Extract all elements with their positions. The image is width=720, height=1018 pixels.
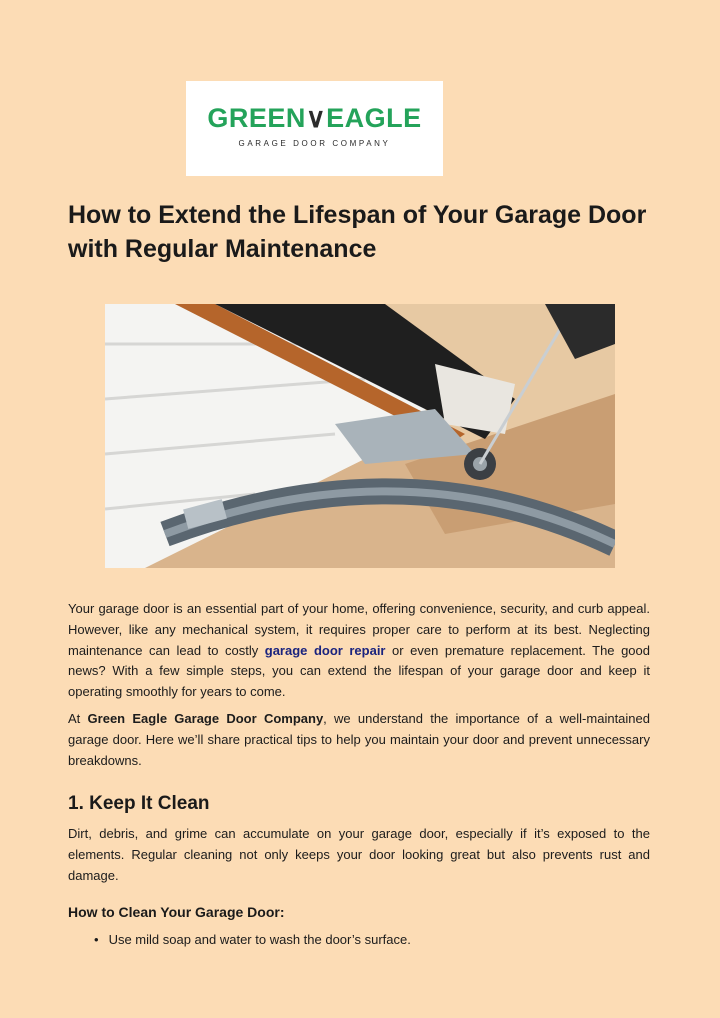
list-item: • Use mild soap and water to wash the door’s surface.: [94, 930, 411, 950]
article-title: How to Extend the Lifespan of Your Garage Door with Regular Maintenance: [68, 201, 647, 263]
garage-door-repair-link[interactable]: garage door repair: [264, 642, 386, 658]
tips-list: [94, 930, 411, 950]
company-logo: [186, 81, 443, 176]
company-text-end: , we understand the importance of a well-maintained garage door. Here we’ll share practical tips to help you maintain your door and prevent unnecessary breakdowns.: [68, 711, 650, 768]
logo-word-right: EAGLE: [326, 103, 422, 133]
company-name: Green Eagle Garage Door Company: [87, 711, 324, 726]
section-subheading: How to Clean Your Garage Door:: [68, 904, 285, 920]
intro-text-end: or even premature replacement. The good news? With a few simple steps, you can extend the lifespan of your garage door and keep it operating smoothly for years to come.: [68, 642, 650, 700]
intro-text-start: Your garage door is an essential part of your home, offering convenience, security, and curb appeal. However, like any mechanical system, it requires proper care to perform at its best. Neglecting maintenance can lead to costly: [68, 601, 650, 658]
logo-wordmark: [196, 103, 433, 134]
company-text-start: At: [68, 711, 88, 726]
company-paragraph: [68, 709, 650, 771]
logo-word-left: GREEN: [207, 103, 306, 133]
section-heading: 1. Keep It Clean: [68, 793, 210, 814]
hero-image: [105, 304, 615, 568]
logo-tagline: GARAGE DOOR COMPANY: [238, 139, 391, 148]
intro-paragraph: [68, 599, 650, 703]
eagle-icon: ∨: [305, 103, 327, 133]
section-body: Dirt, debris, and grime can accumulate on your garage door, especially if it’s exposed to the elements. Regular cleaning not only keeps your door looking great but also prevents rust and damage.: [68, 826, 650, 883]
